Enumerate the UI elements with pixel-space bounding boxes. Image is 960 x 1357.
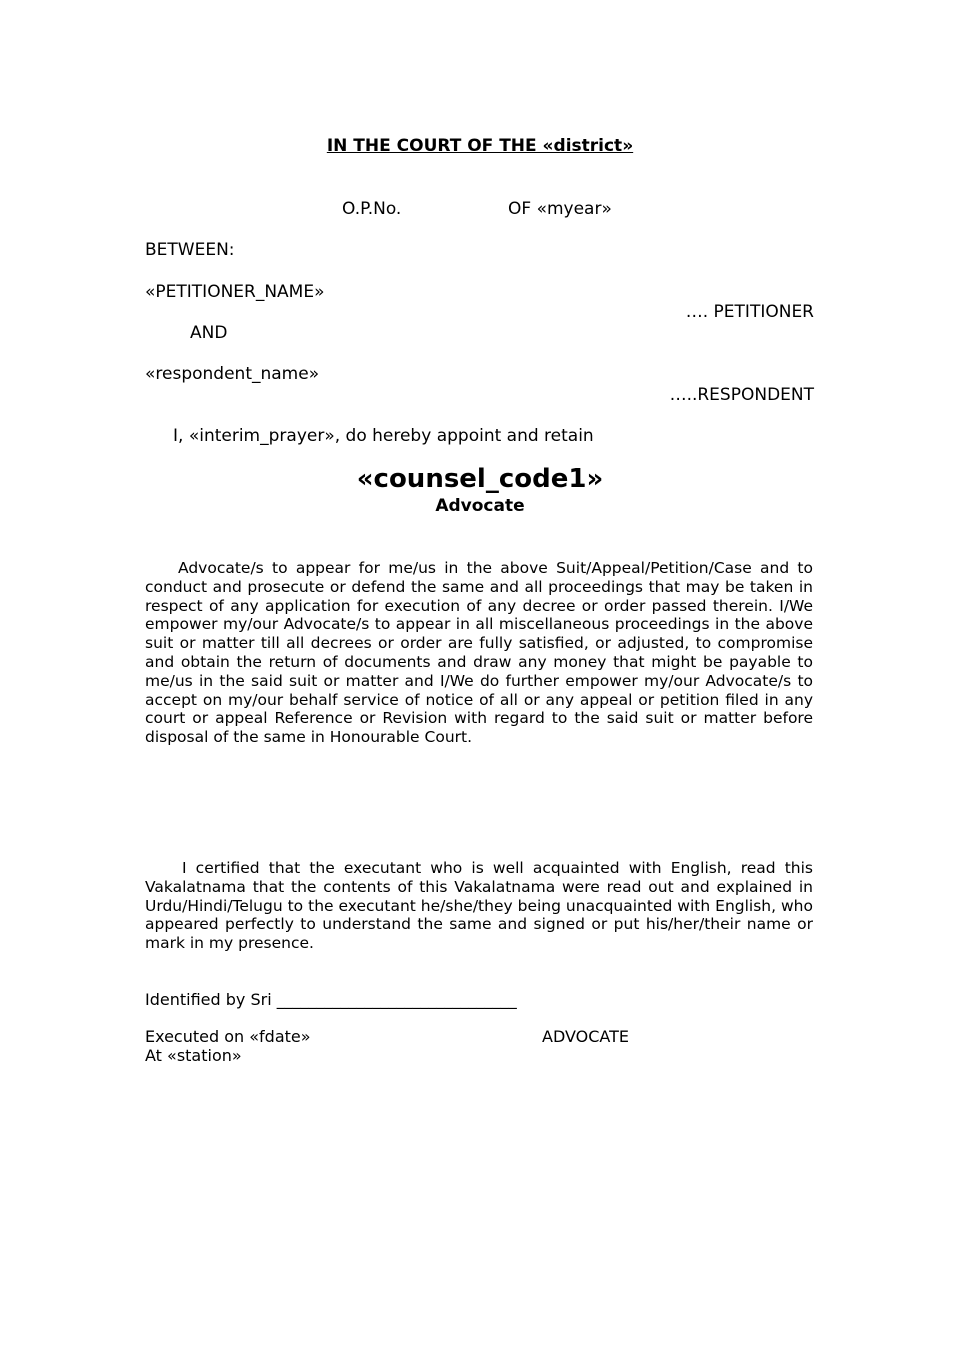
petitioner-name: «PETITIONER_NAME» xyxy=(145,282,325,302)
counsel-code: «counsel_code1» xyxy=(356,464,604,494)
between-label: BETWEEN: xyxy=(145,240,235,260)
of-year: OF «myear» xyxy=(508,199,612,219)
court-title: IN THE COURT OF THE «district» xyxy=(326,136,634,156)
respondent-role: …..RESPONDENT xyxy=(669,385,814,405)
appointment-line: I, «interim_prayer», do hereby appoint and retain xyxy=(173,426,594,446)
advocate-title: Advocate xyxy=(435,496,525,516)
petitioner-role: …. PETITIONER xyxy=(685,302,814,322)
identified-by-line: Identified by Sri ______________________________ xyxy=(145,990,517,1009)
respondent-name: «respondent_name» xyxy=(145,364,320,384)
executed-on: Executed on «fdate» xyxy=(145,1027,311,1046)
and-label: AND xyxy=(190,323,228,343)
certification-paragraph: I certified that the executant who is well acquainted with English, read this Vakalatnama that the contents of this Vakalatnama were read out and explained in Urdu/Hindi/Telugu to the executant he/she/they being unacquainted with English, who appeared perfectly to understand the same and signed or put his/her/their name or mark in my presence. xyxy=(145,859,813,953)
advocate-signature-label: ADVOCATE xyxy=(542,1027,629,1046)
op-no-label: O.P.No. xyxy=(342,199,402,219)
authority-paragraph: Advocate/s to appear for me/us in the above Suit/Appeal/Petition/Case and to conduct and prosecute or defend the same and all proceedings that may be taken in respect of any application for execution of any decree or order passed therein. I/We empower my/our Advocate/s to appear in all miscellaneous proceedings in the above suit or matter till all decrees or order are fully satisfied, or adjusted, to compromise and obtain the return of documents and draw any money that might be payable to me/us in the said suit or matter and I/We do further empower my/our Advocate/s to accept on my/our behalf service of notice of all or any appeal or petition filed in any court or appeal Reference or Revision with regard to the said suit or matter before disposal of the same in Honourable Court. xyxy=(145,559,813,747)
at-station: At «station» xyxy=(145,1046,242,1065)
